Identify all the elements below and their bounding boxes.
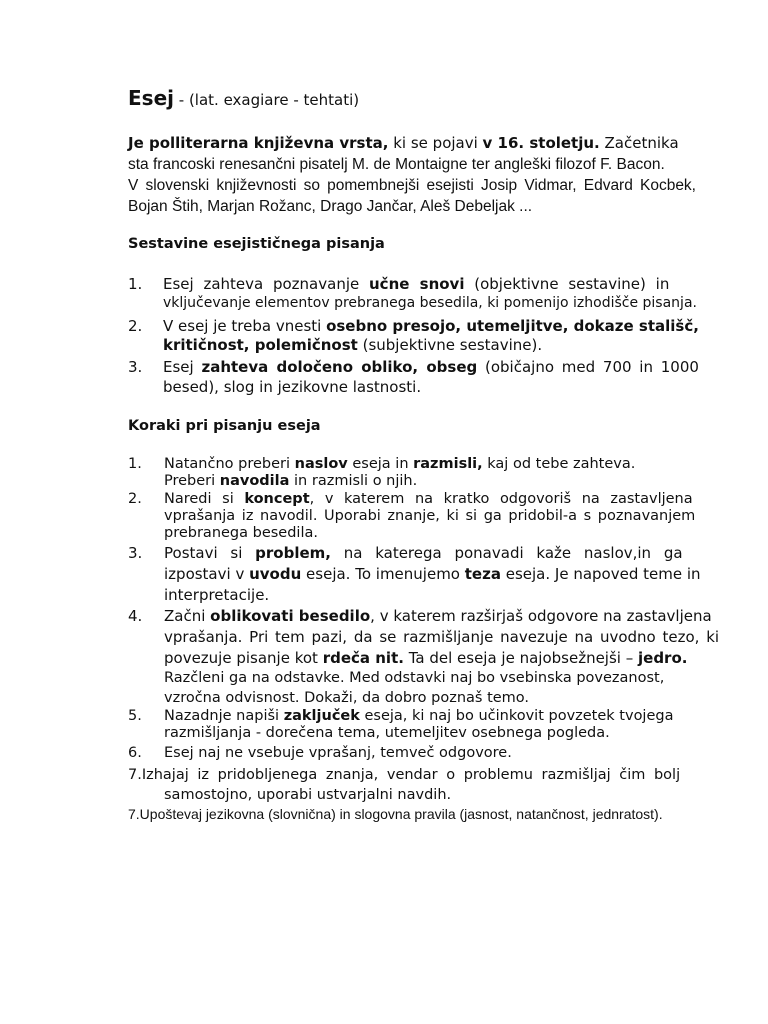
component-item-3-line-2: besed), slog in jezikovne lastnosti. (163, 378, 422, 396)
step-2-line-2: vprašanja iz navodil. Uporabi znanje, ki si ga pridobil-a s poznavanjem (164, 508, 696, 524)
intro-line-1: Je polliterarna književna vrsta, ki se pojavi v 16. stoletju. Začetnika (128, 134, 679, 152)
title-etymology: - (lat. exagiare - tehtati) (174, 91, 360, 109)
step-1-line-2: Preberi navodila in razmisli o njih. (164, 473, 418, 489)
step-3-line-3: interpretacije. (164, 586, 270, 604)
list-item-number: 1. (128, 456, 142, 472)
step-2-line-1: Naredi si koncept, v katerem na kratko odgovoriš na zastavljena (164, 491, 693, 507)
list-item-number: 4. (128, 607, 143, 625)
step-3-line-1: Postavi si problem, na katerega ponavadi kaže naslov,in ga (164, 544, 683, 562)
step-4-line-3: povezuje pisanje kot rdeča nit. Ta del eseja je najobsežnejši – jedro. (164, 649, 688, 667)
step-5-line-2: razmišljanja - dorečena tema, utemeljitev osebnega pogleda. (164, 725, 610, 741)
component-item-2-line-2: kritičnost, polemičnost (subjektivne sestavine). (163, 336, 543, 354)
step-5-line-1: Nazadnje napiši zaključek eseja, ki naj bo učinkovit povzetek tvojega (164, 708, 674, 724)
list-item-number: 2. (128, 317, 143, 335)
step-7b-line-1: 7.Upoštevaj jezikovna (slovnična) in slogovna pravila (jasnost, natančnost, jednratost). (128, 806, 663, 822)
step-4-line-4: Razčleni ga na odstavke. Med odstavki naj bo vsebinska povezanost, (164, 670, 665, 686)
step-7a-line-1: 7.Izhajaj iz pridobljenega znanja, vendar o problemu razmišljaj čim bolj (128, 767, 681, 783)
section-heading-components: Sestavine esejističnega pisanja (128, 236, 385, 252)
step-6-line-1: Esej naj ne vsebuje vprašanj, temveč odgovore. (164, 745, 512, 761)
title-word: Esej (128, 86, 174, 110)
intro-line-4: Bojan Štih, Marjan Rožanc, Drago Jančar, Aleš Debeljak ... (128, 198, 533, 215)
list-item-number: 6. (128, 745, 142, 761)
intro-line-3: V slovenski književnosti so pomembnejši esejisti Josip Vidmar, Edvard Kocbek, (128, 177, 696, 194)
step-4-line-2: vprašanja. Pri tem pazi, da se razmišljanje navezuje na uvodno tezo, ki (164, 628, 720, 646)
list-item-number: 1. (128, 275, 143, 293)
component-item-2-line-1: V esej je treba vnesti osebno presojo, utemeljitve, dokaze stališč, (163, 317, 699, 335)
document-title (128, 86, 359, 110)
component-item-1-line-1: Esej zahteva poznavanje učne snovi (objektivne sestavine) in (163, 275, 670, 293)
step-4-line-5: vzročna odvisnost. Dokaži, da dobro poznaš temo. (164, 690, 530, 706)
component-item-3-line-1: Esej zahteva določeno obliko, obseg (običajno med 700 in 1000 (163, 358, 699, 376)
step-7a-line-2: samostojno, uporabi ustvarjalni navdih. (164, 787, 452, 803)
list-item-number: 5. (128, 708, 142, 724)
section-heading-steps: Koraki pri pisanju eseja (128, 418, 321, 434)
intro-line-2: sta francoski renesančni pisatelj M. de Montaigne ter angleški filozof F. Bacon. (128, 156, 665, 173)
list-item-number: 3. (128, 544, 143, 562)
step-1-line-1: Natančno preberi naslov eseja in razmisli, kaj od tebe zahteva. (164, 456, 636, 472)
list-item-number: 3. (128, 358, 143, 376)
step-4-line-1: Začni oblikovati besedilo, v katerem razširjaš odgovore na zastavljena (164, 607, 712, 625)
step-2-line-3: prebranega besedila. (164, 525, 318, 541)
step-3-line-2: izpostavi v uvodu eseja. To imenujemo teza eseja. Je napoved teme in (164, 565, 701, 583)
component-item-1-line-2: vključevanje elementov prebranega besedila, ki pomenijo izhodišče pisanja. (163, 295, 697, 311)
list-item-number: 2. (128, 491, 142, 507)
